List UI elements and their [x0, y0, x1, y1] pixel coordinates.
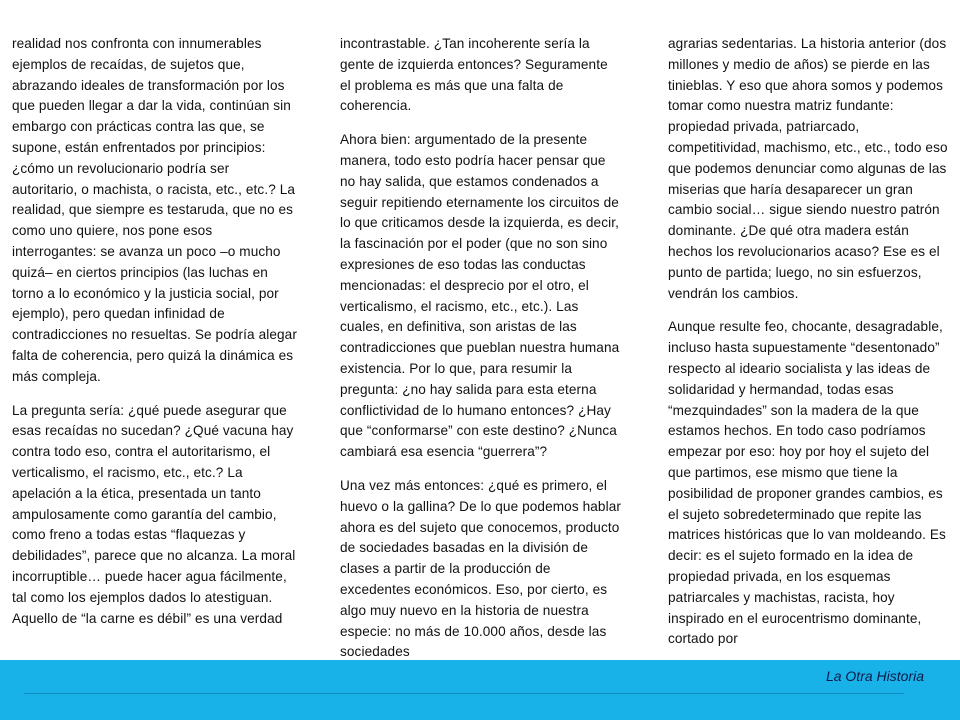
footer-divider — [24, 693, 904, 694]
paragraph: Aunque resulte feo, chocante, desagradable, incluso hasta supuestamente “desentonado” respecto al ideario socialista y las ideas de solidaridad y hermandad, todas esas “mezquindades” son la madera de la que estamos hechos. En todo caso podríamos empezar por eso: hoy por hoy el sujeto del que partimos, ese mismo que tiene la posibilidad de proponer grandes cambios, es el sujeto sobredeterminado que repite las matrices históricas que lo van moldeando. Es decir: es el sujeto formado en la idea de propiedad privada, en los esquemas patriarcales y machistas, racista, hoy inspirado en el eurocentrismo dominante, cortado por — [668, 319, 946, 647]
paragraph: realidad nos confronta con innumerables ejemplos de recaídas, de sujetos que, abrazando ideales de transformación por los que pueden llegar a dar la vida, continúan sin embargo con prácticas contra las que, se supone, están enfrentados por principios: ¿cómo un revolucionario podría ser autoritario, o machista, o racista, etc., etc.? La realidad, que siempre es testaruda, que no es como uno quiere, nos pone esos interrogantes: se avanza un poco –o mucho quizá– en ciertos principios (las luchas en torno a lo económico y la justicia social, por ejemplo), pero quedan infinidad de contradicciones no resueltas. Se podría alegar falta de coherencia, pero quizá la dinámica es más compleja. — [12, 36, 297, 384]
footer-bar — [0, 660, 960, 720]
text-column-3 — [668, 34, 950, 663]
footer-title: La Otra Historia — [825, 668, 924, 684]
text-column-1 — [12, 34, 297, 642]
paragraph: Una vez más entonces: ¿qué es primero, el huevo o la gallina? De lo que podemos hablar ahora es del sujeto que conocemos, producto de sociedades basadas en la división de clases a partir de la producción de excedentes económicos. Eso, por cierto, es algo muy nuevo en la historia de nuestra especie: no más de 10.000 años, desde las sociedades — [340, 477, 622, 660]
paragraph: Ahora bien: argumentado de la presente manera, todo esto podría hacer pensar que no hay salida, que estamos condenados a seguir repitiendo eternamente los circuitos de lo que criticamos desde la izquierda, es decir, la fascinación por el poder (que no son sino expresiones de eso todas las conductas mencionadas: el desprecio por el otro, el verticalismo, el racismo, etc., etc.). Las cuales, en definitiva, son aristas de las contradicciones que pueblan nuestra humana existencia. Por lo que, para resumir la pregunta: ¿no hay salida para esta eterna conflictividad de lo humano entonces? ¿Hay que “conformarse” con este destino? ¿Nunca cambiará esa esencia “guerrera”? — [340, 132, 620, 460]
paragraph: incontrastable. ¿Tan incoherente sería la gente de izquierda entonces? Seguramente el problema es más que una falta de coherencia. — [340, 36, 608, 114]
paragraph: La pregunta sería: ¿qué puede asegurar que esas recaídas no sucedan? ¿Qué vacuna hay contra todo eso, contra el autoritarismo, el verticalismo, el racismo, etc., etc.? La apelación a la ética, presentada un tanto ampulosamente como garantía del cambio, como freno a todas estas “flaquezas y debilidades”, parece que no alcanza. La moral incorruptible… puede hacer agua fácilmente, tal como los ejemplos dados lo atestiguan. Aquello de “la carne es débil” es una verdad — [12, 402, 296, 626]
paragraph: agrarias sedentarias. La historia anterior (dos millones y medio de años) se pierde en las tinieblas. Y eso que ahora somos y podemos tomar como nuestra matriz fundante: propiedad privada, patriarcado, competitividad, machismo, etc., etc., todo eso que podemos denunciar como algunas de las miserias que haría desaparecer un gran cambio social… sigue siendo nuestro patrón dominante. ¿De qué otra madera están hechos los revolucionarios acaso? Ese es el punto de partida; luego, no sin esfuerzos, vendrán los cambios. — [668, 36, 948, 301]
text-column-2 — [340, 34, 622, 676]
